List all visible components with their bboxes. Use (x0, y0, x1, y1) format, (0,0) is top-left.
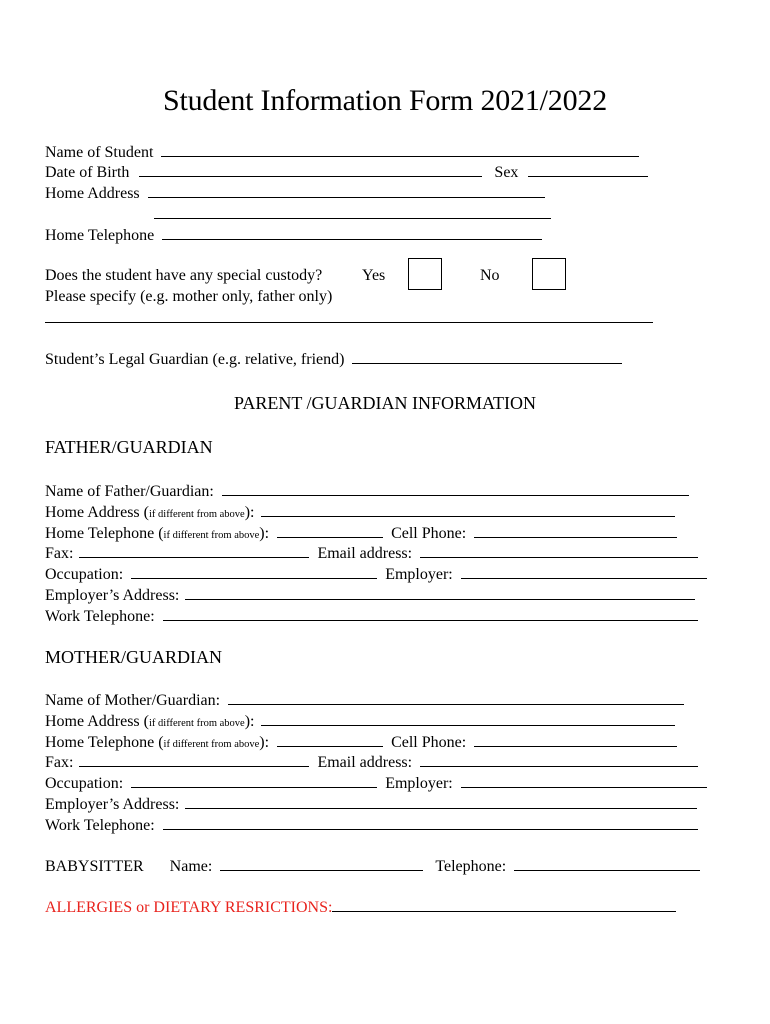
father-name-field[interactable] (222, 481, 689, 496)
mother-heading: MOTHER/GUARDIAN (45, 647, 222, 667)
father-work-telephone-row (45, 606, 698, 627)
student-name-label: Name of Student (45, 144, 154, 161)
mother-telephone-field[interactable] (277, 732, 383, 747)
mother-address-label: Home Address ( (45, 713, 149, 730)
babysitter-name-label: Name: (169, 858, 213, 875)
student-name-field[interactable] (161, 142, 639, 157)
home-address-label: Home Address (45, 185, 140, 202)
mother-employer-address-label: Employer’s Address: (45, 796, 180, 813)
babysitter-row (45, 856, 700, 877)
legal-guardian-label: Student’s Legal Guardian (e.g. relative, friend) (45, 351, 345, 368)
mother-work-telephone-field[interactable] (163, 815, 698, 830)
father-email-field[interactable] (420, 543, 698, 558)
home-address-field[interactable] (148, 183, 545, 198)
mother-address-note: if different from above (148, 718, 245, 729)
father-cell-label: Cell Phone: (391, 525, 467, 542)
father-work-telephone-label: Work Telephone: (45, 608, 155, 625)
mother-fax-field[interactable] (79, 752, 309, 767)
babysitter-name-field[interactable] (220, 856, 423, 871)
home-address-line2-field[interactable] (154, 204, 551, 219)
allergies-field[interactable] (332, 897, 676, 912)
father-address-close: ): (244, 504, 255, 521)
mother-occupation-label: Occupation: (45, 775, 124, 792)
mother-telephone-label: Home Telephone ( (45, 734, 164, 751)
father-heading: FATHER/GUARDIAN (45, 437, 213, 457)
mother-email-field[interactable] (420, 752, 698, 767)
home-telephone-row (45, 225, 542, 246)
mother-name-row (45, 690, 684, 711)
custody-specify-field[interactable] (45, 308, 653, 323)
mother-address-row (45, 711, 675, 734)
mother-email-label: Email address: (317, 754, 413, 771)
custody-no-checkbox[interactable] (532, 258, 566, 290)
father-address-field[interactable] (261, 502, 675, 517)
father-employer-address-field[interactable] (185, 585, 695, 600)
student-name-row (45, 142, 639, 163)
babysitter-label: BABYSITTER (45, 858, 144, 875)
home-address-line2-row (154, 204, 551, 225)
father-email-label: Email address: (317, 545, 413, 562)
legal-guardian-row (45, 349, 622, 370)
mother-telephone-close: ): (259, 734, 270, 751)
mother-cell-field[interactable] (474, 732, 677, 747)
father-telephone-field[interactable] (277, 523, 383, 538)
mother-work-telephone-label: Work Telephone: (45, 817, 155, 834)
mother-fax-label: Fax: (45, 754, 74, 771)
dob-row (45, 162, 648, 183)
allergies-row (45, 897, 676, 918)
father-occupation-label: Occupation: (45, 566, 124, 583)
father-employer-address-label: Employer’s Address: (45, 587, 180, 604)
mother-cell-label: Cell Phone: (391, 734, 467, 751)
father-employer-field[interactable] (461, 564, 707, 579)
babysitter-telephone-field[interactable] (514, 856, 700, 871)
sex-field[interactable] (528, 162, 648, 177)
dob-label: Date of Birth (45, 164, 130, 181)
father-telephone-note: if different from above (163, 530, 260, 541)
father-occupation-field[interactable] (131, 564, 377, 579)
mother-employer-label: Employer: (385, 775, 453, 792)
father-fax-label: Fax: (45, 545, 74, 562)
father-fax-field[interactable] (79, 543, 309, 558)
father-telephone-close: ): (259, 525, 270, 542)
father-employer-label: Employer: (385, 566, 453, 583)
father-address-note: if different from above (148, 509, 245, 520)
custody-yes-checkbox[interactable] (408, 258, 442, 290)
mother-address-field[interactable] (261, 711, 675, 726)
mother-fax-row (45, 752, 698, 773)
mother-address-close: ): (244, 713, 255, 730)
father-occupation-row (45, 564, 707, 585)
father-fax-row (45, 543, 698, 564)
custody-no-label: No (480, 267, 500, 284)
sex-label: Sex (494, 164, 519, 181)
mother-name-field[interactable] (228, 690, 684, 705)
custody-specify-row (45, 308, 653, 329)
custody-question: Does the student have any special custody? (45, 267, 323, 284)
home-telephone-field[interactable] (162, 225, 542, 240)
parent-guardian-heading: PARENT /GUARDIAN INFORMATION (233, 393, 537, 413)
custody-specify-label: Please specify (e.g. mother only, father only) (45, 288, 333, 305)
mother-occupation-row (45, 773, 707, 794)
home-telephone-label: Home Telephone (45, 227, 155, 244)
mother-name-label: Name of Mother/Guardian: (45, 692, 221, 709)
dob-field[interactable] (139, 162, 482, 177)
form-title: Student Information Form 2021/2022 (162, 84, 607, 117)
babysitter-telephone-label: Telephone: (435, 858, 507, 875)
allergies-label: ALLERGIES or DIETARY RESRICTIONS: (45, 899, 333, 916)
mother-telephone-note: if different from above (163, 739, 260, 750)
mother-employer-address-row (45, 794, 697, 815)
father-cell-field[interactable] (474, 523, 677, 538)
mother-work-telephone-row (45, 815, 698, 836)
father-telephone-label: Home Telephone ( (45, 525, 164, 542)
father-work-telephone-field[interactable] (163, 606, 698, 621)
father-name-row (45, 481, 689, 502)
mother-occupation-field[interactable] (131, 773, 377, 788)
father-address-label: Home Address ( (45, 504, 149, 521)
father-name-label: Name of Father/Guardian: (45, 483, 214, 500)
mother-employer-field[interactable] (461, 773, 707, 788)
mother-employer-address-field[interactable] (185, 794, 697, 809)
custody-yes-label: Yes (362, 267, 386, 284)
legal-guardian-field[interactable] (352, 349, 622, 364)
father-address-row (45, 502, 675, 525)
home-address-row (45, 183, 545, 204)
father-employer-address-row (45, 585, 695, 606)
